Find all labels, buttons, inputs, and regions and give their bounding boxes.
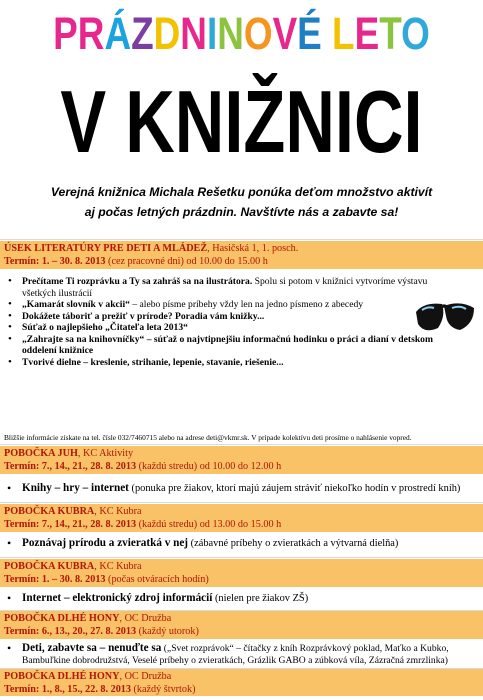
term-detail: (počas otváracích hodín)	[105, 574, 209, 585]
title-letter: É	[297, 8, 322, 59]
term-date: 7., 14., 21., 28. 8. 2013	[41, 519, 137, 530]
list-item: • Prečítame Ti rozprávku a Ty sa zahráš sa na ilustrátora. Spolu si potom v knižnici vytvoríme výstavu všetkých ilustrácií	[22, 276, 462, 299]
section-band	[0, 669, 483, 696]
section-heading: POBOČKA JUH	[4, 448, 78, 459]
activity-item: • Knihy – hry – internet (ponuka pre žiakov, ktorí majú záujem stráviť niekoľko hodín v prostredí kníh)	[0, 482, 483, 495]
title-letter: P	[53, 8, 78, 59]
divider	[0, 239, 483, 240]
term-label: Termín:	[4, 256, 40, 267]
title-letter: R	[77, 8, 105, 59]
section-heading: POBOČKA DLHÉ HONY	[4, 613, 120, 624]
section-band	[0, 504, 483, 532]
term-date: 1. – 30. 8. 2013	[41, 574, 106, 585]
section-band	[0, 241, 483, 269]
section-location: , KC Kubra	[94, 561, 142, 572]
section-heading: ÚSEK LITERATÚRY PRE DETI A MLÁDEŽ	[4, 243, 208, 254]
sunglasses-icon	[414, 294, 476, 340]
section-location: , OC Družba	[119, 671, 172, 682]
title-letter: L	[332, 8, 355, 59]
title-letter: N	[217, 8, 244, 59]
section-location: , KC Aktivity	[77, 448, 134, 459]
title-letter: E	[354, 8, 380, 59]
activity-item: • Poznávaj prírodu a zvieratká v nej (zábavné príbehy o zvieratkách a výtvarná dielňa)	[0, 537, 483, 550]
colorful-title	[43, 8, 439, 60]
section-heading: POBOČKA KUBRA	[4, 506, 95, 517]
title-letter: Á	[104, 8, 132, 59]
title-letter: N	[180, 8, 207, 59]
section-location: , OC Družba	[119, 613, 172, 624]
term-detail: (každú stredu) od 13.00 do 15.00 h	[136, 519, 282, 530]
section-heading: POBOČKA DLHÉ HONY	[4, 671, 120, 682]
list-item: • Dokážete táboriť a prežiť v prírode? Poradia vám knižky...	[22, 311, 462, 323]
intro-line-2: aj počas letných prázdnin. Navštívte nás a zabavte sa!	[84, 205, 399, 219]
term-detail: (každý štvrtok)	[130, 684, 196, 695]
term-date: 7., 14., 21., 28. 8. 2013	[41, 461, 137, 472]
intro-line-1: Verejná knižnica Michala Rešetku ponúka deťom množstvo aktivít	[50, 185, 433, 199]
literature-activity-list	[0, 276, 462, 368]
divider	[0, 502, 483, 503]
section-location: , Hasičská 1, 1. posch.	[207, 243, 299, 254]
term-date: 1., 8., 15., 22. 8. 2013	[41, 684, 131, 695]
section-location: , KC Kubra	[94, 506, 142, 517]
term-detail: (každý utorok)	[136, 626, 199, 637]
main-title: V KNIŽNICI	[60, 72, 423, 171]
section-band	[0, 611, 483, 639]
divider	[0, 557, 483, 558]
list-item: • Súťaž o najlepšieho „Čitateľa leta 2013“	[22, 322, 462, 334]
term-label: Termín:	[4, 626, 40, 637]
title-letter: O	[401, 8, 430, 59]
activity-item: • Deti, zabavte sa – nenuďte sa („Svet rozprávok“ – čítačky z kníh Rozprávkový poklad, Maťko a Kubko, Bambuľkine dobrodružstvá, Veselé príbehy o zvieratkách, Grázlik GABO a zúbková víla, Zázračná zmrzlinka)	[0, 643, 483, 666]
title-letter: Z	[131, 8, 154, 59]
term-detail: (cez pracovné dni) od 10.00 do 15.00 h	[105, 256, 268, 267]
title-letter: O	[243, 8, 273, 59]
section-heading: POBOČKA KUBRA	[4, 561, 95, 572]
term-date: 6., 13., 20., 27. 8. 2013	[41, 626, 137, 637]
intro-text	[20, 182, 463, 222]
term-label: Termín:	[4, 684, 40, 695]
section-band	[0, 559, 483, 587]
activity-item: • Internet – elektronický zdroj informácií (nielen pre žiakov ZŠ)	[0, 592, 483, 605]
section-band	[0, 446, 483, 474]
title-letter	[322, 8, 332, 59]
term-label: Termín:	[4, 461, 40, 472]
list-item: • „Kamarát slovník v akcii“ – alebo písme príbehy vždy len na jedno písmeno z abecedy	[22, 299, 462, 311]
contact-note: Bližšie informácie získate na tel. čísle 032/7460715 alebo na adrese deti@vkmr.sk. V prípade kolektívu deti prosíme o nahlásenie vopred.	[4, 433, 412, 442]
title-letter: V	[272, 8, 298, 59]
list-item: • Tvorivé dielne – kreslenie, strihanie, lepenie, stavanie, riešenie...	[22, 357, 462, 369]
term-date: 1. – 30. 8. 2013	[41, 256, 106, 267]
title-letter: I	[206, 8, 218, 59]
title-letter: T	[379, 8, 402, 59]
term-detail: (každú stredu) od 10.00 do 12.00 h	[136, 461, 282, 472]
term-label: Termín:	[4, 519, 40, 530]
list-item: • „Zahrajte sa na knihovníčky“ – súťaž o najvtipnejšiu informačnú hodinku o práci a dianí v detskom oddelení knižnice	[22, 334, 442, 357]
term-label: Termín:	[4, 574, 40, 585]
divider	[0, 444, 483, 445]
title-letter: D	[153, 8, 181, 59]
